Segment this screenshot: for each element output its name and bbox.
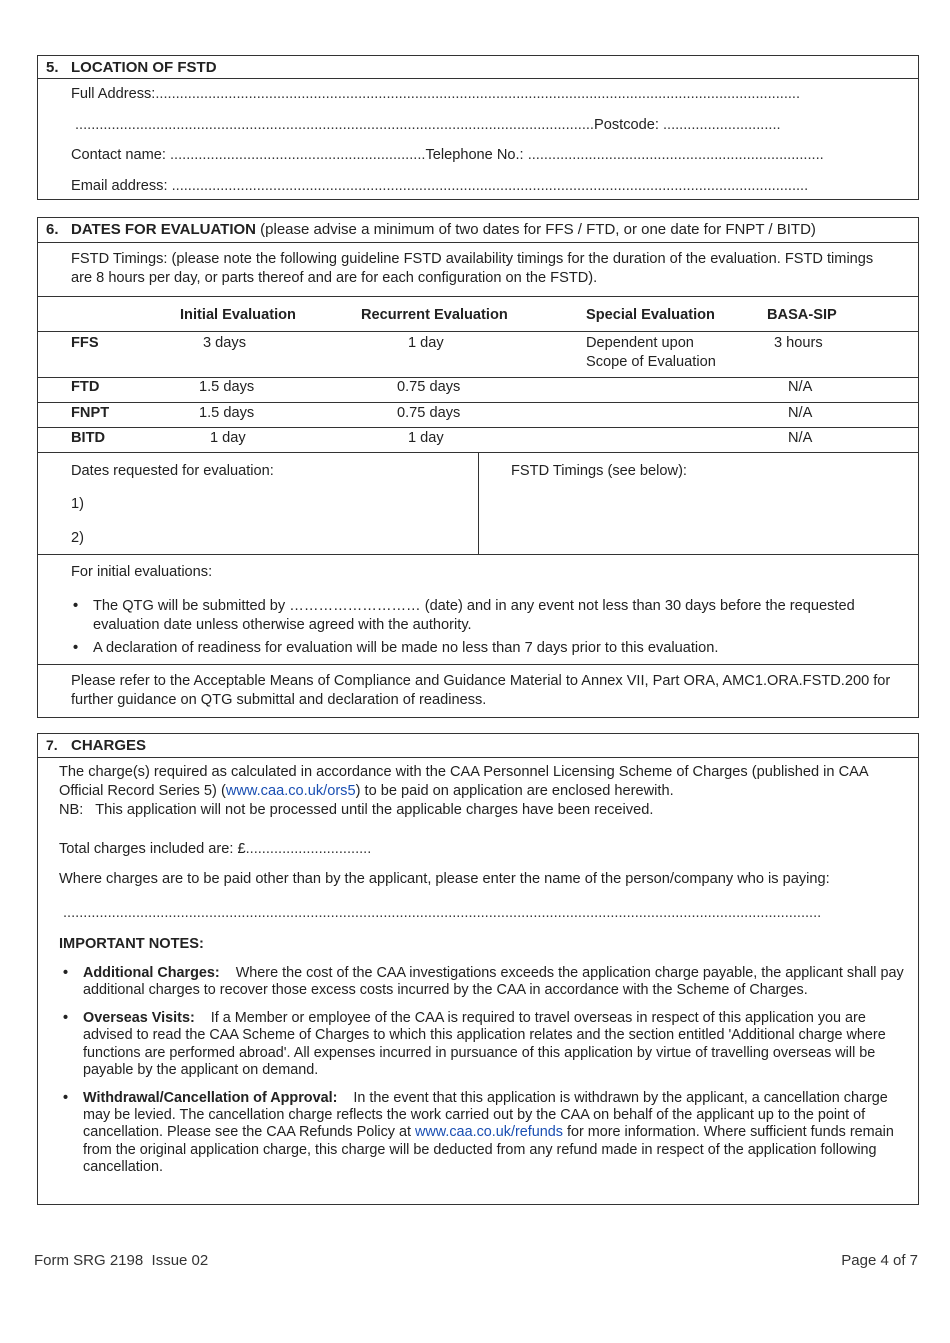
- contact-field[interactable]: Contact name: ...............................................................Telephone No.: .........................................................................: [71, 147, 824, 163]
- dates-requested-label: Dates requested for evaluation:: [71, 463, 274, 479]
- col-header-basa: BASA-SIP: [767, 307, 837, 323]
- full-address-field[interactable]: Full Address:...............................................................................................................................................................: [71, 86, 801, 102]
- email-field[interactable]: Email address: .............................................................................................................................................................: [71, 178, 809, 194]
- address-line-2-field[interactable]: ................................................................................................................................Postcode: .............................: [75, 117, 781, 133]
- row-device-ftd: FTD: [71, 379, 100, 395]
- col-header-initial: Initial Evaluation: [180, 307, 296, 323]
- section-title-note: (please advise a minimum of two dates for FFS / FTD, or one date for FNPT / BITD): [260, 221, 816, 238]
- cell-recurrent: 0.75 days: [397, 405, 461, 421]
- payer-name-field[interactable]: ...........................................................................................................................................................................................: [63, 905, 822, 921]
- total-charges-label: Total charges included are: £: [59, 841, 246, 857]
- initial-evaluations-list: [71, 597, 919, 658]
- timings-table: [38, 297, 918, 453]
- cell-recurrent: 1 day: [408, 430, 444, 446]
- form-id: Form SRG 2198 Issue 02: [34, 1252, 209, 1269]
- cell-initial: 1.5 days: [199, 379, 255, 395]
- nb-note: NB: This application will not be processed until the applicable charges have been received.: [59, 802, 654, 818]
- section-7-header: [38, 734, 918, 758]
- full-address-label: Full Address:: [71, 86, 156, 102]
- col-header-recurrent: Recurrent Evaluation: [361, 307, 508, 323]
- section-6-header: [38, 218, 918, 243]
- cell-basa: N/A: [788, 430, 813, 446]
- table-divider: [38, 427, 918, 428]
- telephone-label: Telephone No.:: [425, 147, 524, 163]
- section-location-of-fstd: [37, 55, 919, 200]
- row-device-bitd: BITD: [71, 430, 106, 446]
- refunds-link[interactable]: www.caa.co.uk/refunds: [414, 1124, 563, 1141]
- cell-initial: 1 day: [210, 430, 246, 446]
- section-title: CHARGES: [71, 737, 147, 754]
- postcode-label: Postcode:: [594, 117, 659, 133]
- dates-requested-cell[interactable]: [38, 452, 478, 554]
- email-label: Email address:: [71, 178, 168, 194]
- charges-text-end: ) to be paid on application are enclosed herewith.: [355, 783, 674, 800]
- col-header-special: Special Evaluation: [586, 307, 715, 323]
- page-number: Page 4 of 7: [841, 1252, 918, 1269]
- cell-basa: N/A: [788, 405, 813, 421]
- cell-initial: 3 days: [203, 335, 246, 351]
- note-title: Overseas Visits:: [83, 1009, 195, 1026]
- cell-special-line1: Dependent upon: [586, 335, 694, 351]
- total-charges-field[interactable]: Total charges included are: £...............................: [59, 841, 372, 857]
- important-notes-title: IMPORTANT NOTES:: [59, 936, 204, 952]
- list-item: [61, 1010, 907, 1080]
- cell-recurrent: 0.75 days: [397, 379, 461, 395]
- list-item: [61, 1090, 907, 1177]
- charges-text: The charge(s) required as calculated in accordance with the CAA Personnel Licensing Scheme of Charges (published in CAA Official Record Series 5) (: [59, 764, 868, 800]
- row-device-fnpt: FNPT: [71, 405, 110, 421]
- initial-bottom-border: [38, 664, 918, 665]
- bullet1-post: (date) and in any event not less than 30 days before the requested evaluation date unless otherwise agreed with the authority.: [93, 598, 855, 634]
- bullet1-pre: The QTG will be submitted by: [93, 598, 286, 614]
- qtg-date-dots[interactable]: ………………………: [289, 598, 421, 614]
- ors5-link[interactable]: www.caa.co.uk/ors5: [225, 783, 356, 800]
- cell-special: [586, 334, 716, 373]
- contact-name-label: Contact name:: [71, 147, 166, 163]
- cell-special-line2: Scope of Evaluation: [586, 354, 716, 371]
- section-title: LOCATION OF FSTD: [71, 59, 217, 76]
- section-number: 7.: [46, 737, 58, 753]
- section-title: DATES FOR EVALUATION: [71, 221, 256, 238]
- fstd-timings-label: FSTD Timings (see below):: [511, 463, 687, 479]
- refer-note: Please refer to the Acceptable Means of Compliance and Guidance Material to Annex VII, Part ORA, AMC1.ORA.FSTD.200 for further guidance on QTG submittal and declaration of readiness.: [71, 673, 891, 709]
- row-device-ffs: FFS: [71, 335, 99, 351]
- note-title: Withdrawal/Cancellation of Approval:: [83, 1089, 338, 1106]
- important-notes-list: [61, 965, 907, 1177]
- cell-basa: 3 hours: [774, 335, 823, 351]
- dates-bottom-border: [38, 554, 918, 555]
- note-text: If a Member or employee of the CAA is required to travel overseas in respect of this application you are advised to read the CAA Scheme of Charges to which this application relates and the section entitled 'Additional charge where functions are performed abroad'. All expenses incurred in pursuance of this application by virtue of travelling overseas will be payable by the applicant on demand.: [83, 1009, 886, 1079]
- section-dates-for-evaluation: [37, 217, 919, 718]
- section-number: 6.: [46, 221, 59, 238]
- list-item: [71, 597, 919, 636]
- date-1-field[interactable]: 1): [71, 496, 84, 512]
- table-divider: [38, 377, 918, 378]
- note-text: In the event that this application is withdrawn by the applicant, a cancellation charge may be levied. The cancellation charge reflects the work carried out by the CAA on behalf of the applicant up to the point of cancellation. Please see the CAA Refunds Policy at: [83, 1089, 888, 1141]
- list-item: • A declaration of readiness for evaluation will be made no less than 7 days prior to this evaluation.: [71, 639, 919, 658]
- note-text: Where the cost of the CAA investigations exceeds the application charge payable, the applicant shall pay additional charges to recover those excess costs incurred by the CAA in accordance with the Scheme of Charges.: [83, 965, 904, 999]
- table-divider: [38, 331, 918, 332]
- note-text-end: for more information. Where sufficient funds remain from the original application charge, this charge will be deducted from any refund made in respect of the application following cancellation.: [83, 1124, 894, 1176]
- cell-initial: 1.5 days: [199, 405, 255, 421]
- fstd-timings-cell[interactable]: [479, 452, 918, 554]
- section-charges: [37, 733, 919, 1205]
- section-number: 5.: [46, 59, 59, 76]
- cell-recurrent: 1 day: [408, 335, 444, 351]
- note-title: Additional Charges:: [83, 965, 220, 981]
- section-5-header: [38, 56, 918, 79]
- timings-note: FSTD Timings: (please note the following guideline FSTD availability timings for the duration of the evaluation. FSTD timings are 8 hours per day, or parts thereof and are for each configuration on the FSTD).: [38, 243, 918, 297]
- cell-basa: N/A: [788, 379, 813, 395]
- charges-paragraph: [59, 763, 911, 802]
- table-divider: [38, 402, 918, 403]
- date-2-field[interactable]: 2): [71, 530, 84, 546]
- list-item: [61, 965, 907, 1000]
- payer-label: Where charges are to be paid other than by the applicant, please enter the name of the person/company who is paying:: [59, 871, 830, 887]
- initial-evaluations-label: For initial evaluations:: [71, 564, 213, 580]
